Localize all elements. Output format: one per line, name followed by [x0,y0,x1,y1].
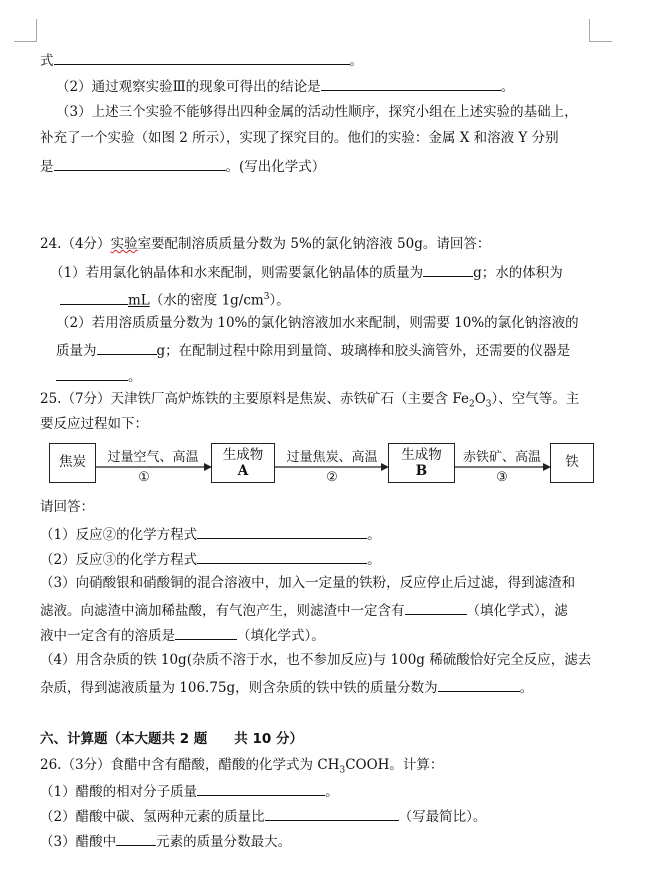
q25-item-3-text-b: （填化学式），滤 [466,603,568,619]
q24-item-2-line-2 [56,340,570,360]
q25-item-3-text-d: （填化学式）。 [237,628,325,644]
q23-item-2 [56,76,514,96]
q24-item-2-line-3 [56,366,142,386]
q23-item-3-suffix: 。(写出化学式） [225,159,326,175]
q25-item-4-line-2 [40,677,533,697]
q25-header-line-2: 要反应过程如下： [40,416,148,432]
flow-box-product-b [388,443,455,483]
flow-box-coke: 焦炭 [49,443,96,483]
q26-item-2 [40,806,486,826]
q24-item-1-line-1 [50,262,563,282]
q25-item-1 [40,524,381,544]
flow-box-iron: 铁 [550,443,594,483]
answer-blank[interactable] [423,262,473,277]
q24-density-text: （水的密度 1g/cm [149,292,264,309]
q24-item-2-text-b: g；在配制过程中除用到量筒、玻璃棒和胶头滴管外，还需要的仪器是 [156,343,571,359]
flow-box-product-a-label: 生成物 [222,447,264,463]
q24-unit-ml: mL [128,292,150,309]
q25-subscript: 2 [468,399,475,410]
q24-item-2-text-a: 质量为 [56,343,97,359]
q24-superscript: 3 [263,292,270,302]
q26-item-1-suffix: 。 [325,784,339,800]
flow-box-product-b-label: 生成物 [401,447,442,463]
q23-item-3-line-3 [40,156,325,176]
flow-step-3: ③ [496,470,508,485]
q25-item-4-text: 杂质，得到滤液质量为 106.75g，则含杂质的铁中铁的质量分数为 [40,680,438,696]
q25-subscript: 3 [485,399,492,410]
answer-blank[interactable] [56,366,128,381]
q25-item-3-line-1: （3）向硝酸银和硝酸铜的混合溶液中，加入一定量的铁粉，反应停止后过滤，得到滤渣和 [40,575,576,591]
flow-arrow-1 [96,462,212,472]
answer-blank[interactable] [54,156,226,171]
q24-spellcheck-word: 实验 [110,236,138,252]
q26-item-3-text: （3）醋酸中 [40,834,117,850]
q26-item-1 [40,781,339,801]
q23-item-3-prefix: 是 [40,159,54,175]
q26-item-3-suffix: 元素的质量分数最大。 [156,834,292,850]
q24-item-1-text-b: g；水的体积为 [473,265,563,281]
q23-item-3-line-2: 补充了一个实验（如图 2 所示），实现了探究目的。他们的实验：金属 X 和溶液 Y 分别 [40,130,559,146]
flow-step-1: ① [138,470,150,485]
answer-blank[interactable] [405,600,467,615]
q26-item-2-suffix: （写最简比）。 [398,809,487,825]
answer-blank[interactable] [97,340,157,355]
q24-item-1-line-2 [60,288,290,310]
q23-line-a-suffix: 。 [349,53,363,69]
q26-subscript: 3 [339,765,346,776]
q25-item-4-suffix: 。 [519,680,534,696]
q24-item-1-text: （1）若用氯化钠晶体和水来配制，则需要氯化钠晶体的质量为 [50,265,424,281]
q25-answer-prompt: 请回答： [40,499,94,515]
q24-item-2-end: 。 [128,369,142,385]
q25-item-2-text: （2）反应③的化学方程式 [40,552,198,568]
q24-number: 24.（4分） [40,236,111,252]
q25-item-1-suffix: 。 [367,527,381,543]
q23-item-3-line-1: （3）上述三个实验不能够得出四种金属的活动性顺序，探究小组在上述实验的基础上， [56,104,578,120]
answer-blank[interactable] [197,524,367,539]
q25-item-3-text-c: 液中一定含有的溶质是 [40,628,175,644]
q25-item-2-suffix: 。 [367,552,381,568]
answer-blank[interactable] [265,806,399,821]
q23-line-a-prefix: 式 [40,53,54,69]
page-corner-mark-left [14,19,37,42]
flow-box-product-a [211,443,275,483]
q25-oxygen: O [474,391,486,407]
q26-header-text: 26.（3分）食醋中含有醋酸，醋酸的化学式为 CH [40,757,340,773]
q26-item-2-text: （2）醋酸中碳、氢两种元素的质量比 [40,809,265,825]
page-corner-mark-right [589,19,612,42]
q25-item-3-text-a: 滤液。向滤渣中滴加稀盐酸，有气泡产生，则滤渣中一定含有 [40,603,405,619]
q24-header [40,235,490,253]
q25-header-line-1 [40,390,579,414]
q25-header-text: 25.（7分）天津铁厂高炉炼铁的主要原料是焦炭、赤铁矿石（主要含 Fe [40,391,469,407]
q26-header [40,756,443,780]
flow-condition-3: 赤铁矿、高温 [462,450,541,465]
q24-item-2-line-1: （2）若用溶质质量分数为 10%的氯化钠溶液加水来配制，则需要 10%的氯化钠溶液的 [56,315,579,331]
flow-box-product-b-letter: B [415,463,428,479]
q25-item-2 [40,549,381,569]
answer-blank[interactable] [60,290,128,305]
q24-density-end: ）。 [269,292,290,309]
answer-blank[interactable] [438,677,520,692]
q26-item-1-text: （1）醋酸的相对分子质量 [40,784,198,800]
answer-blank[interactable] [321,76,501,91]
flow-step-2: ② [326,470,338,485]
answer-blank[interactable] [197,781,325,796]
answer-blank[interactable] [116,831,156,846]
flow-condition-2: 过量焦炭、高温 [286,450,378,465]
q26-item-3 [40,831,291,851]
q25-item-3-line-2 [40,600,568,620]
q25-item-4-line-1: （4）用含杂质的铁 10g(杂质不溶于水，也不参加反应)与 100g 稀硫酸恰好完全反应，滤去 [40,652,592,668]
answer-blank[interactable] [54,50,350,65]
q25-item-1-text: （1）反应②的化学方程式 [40,527,198,543]
q23-item-2-text: （2）通过观察实验Ⅲ的现象可得出的结论是 [56,79,321,95]
section-6-title: 六、计算题（本大题共 2 题 共 10 分） [40,731,303,747]
q26-header-text-b: COOH。计算： [345,757,444,773]
answer-blank[interactable] [175,625,237,640]
flow-box-product-a-letter: A [237,463,249,479]
q23-item-2-suffix: 。 [500,79,515,95]
flow-condition-1: 过量空气、高温 [107,450,199,465]
q24-header-text: 室要配制溶质质量分数为 5%的氯化钠溶液 50g。请回答： [137,236,491,252]
q25-header-text-b: ）、空气等。主 [491,391,580,407]
q23-line-a [40,50,363,70]
q25-item-3-line-3 [40,625,325,645]
answer-blank[interactable] [197,549,367,564]
